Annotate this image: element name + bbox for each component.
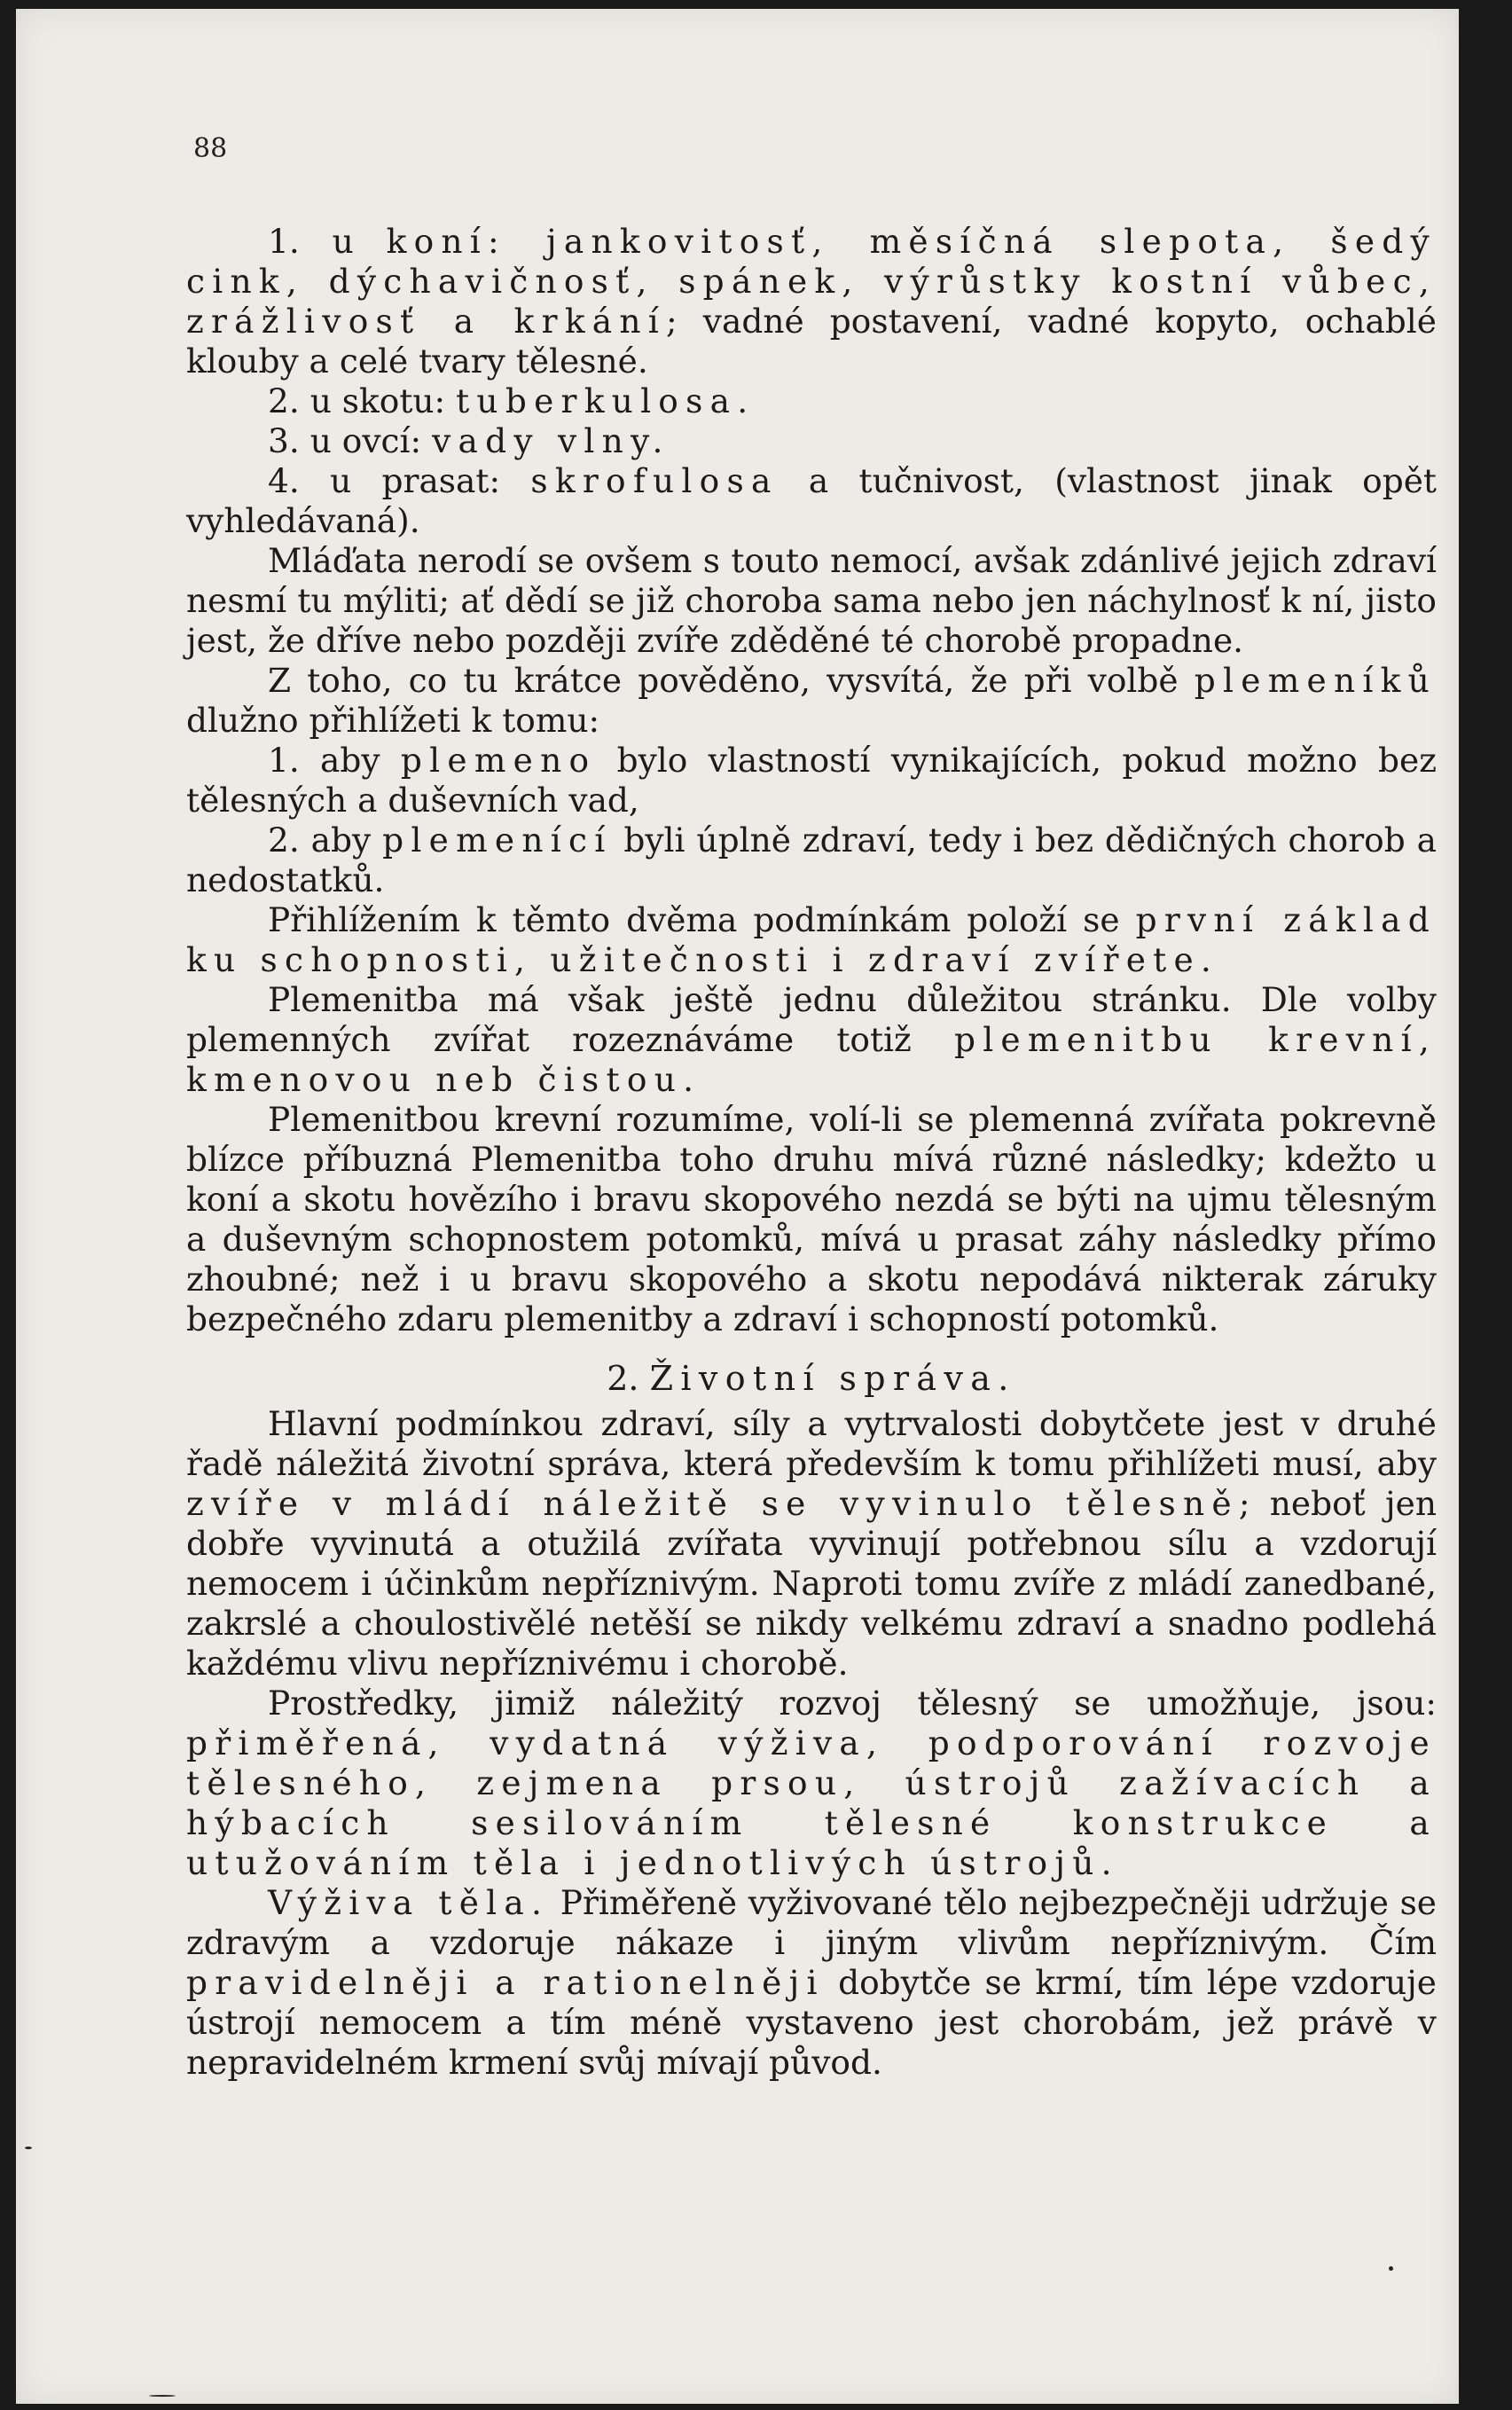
text-run: 4. u prasat: (268, 461, 531, 500)
text-run: 2. (607, 1359, 650, 1398)
spaced-text: Výživa těla. (268, 1883, 550, 1922)
paragraph (186, 980, 1437, 1100)
text-run: Přiměřeně vyživované tělo nejbezpečněji udržuje se zdravým a vzdoruje nákaze i jiným vlivům nepříznivým. Čím (186, 1883, 1438, 1962)
book-page (16, 9, 1459, 2404)
text-run: Z toho, co tu krátce pověděno, vysvítá, že při volbě (268, 661, 1195, 700)
spaced-text: plemenící (382, 820, 613, 860)
paragraph (186, 661, 1437, 741)
spaced-text: plemenitbu krevní, kmenovou neb čistou. (186, 1020, 1437, 1099)
paragraph (186, 461, 1437, 541)
spaced-text: koní: jankovitosť, měsíčná slepota, šedý cink, dýchavičnosť, spánek, výrůstky kostní vůbec, zrážlivosť a krkání (186, 222, 1437, 341)
text-run: 1. aby (268, 741, 401, 780)
spaced-text: zvíře v mládí náležitě se vyvinulo tělesně (186, 1484, 1239, 1523)
text-run: bylo vlastností vynikajících, pokud možno bez tělesných a duševních vad, (186, 741, 1437, 820)
text-run: Plemenitba má však ještě jednu důležitou stránku. Dle volby plemenných zvířat rozeznáváme totiž (186, 980, 1437, 1059)
text-run: dlužno přihlížeti k tomu: (186, 701, 600, 740)
text-run: dobytče se krmí, tím lépe vzdoruje ústrojí nemocem a tím méně vystaveno jest chorobám, jež právě v nepravidelném krmení svůj mívají původ. (186, 1963, 1438, 2082)
text-run: Plemenitbou krevní rozumíme, volí-li se plemenná zvířata pokrevně blízce příbuzná Plemenitba toho druhu mívá různé následky; kdežto u koní a skotu hovězího i bravu skopového nezdá se býti na ujmu tělesným a duševným schopnostem potomků, mívá u prasat záhy následky přímo zhoubné; než i u bravu skopového a skotu nepodává nikterak záruky bezpečného zdaru plemenitby a zdraví i schopností potomků. (186, 1100, 1437, 1338)
text-run: 2. u skotu: (268, 381, 457, 420)
paragraph (186, 741, 1437, 820)
text-run: ; vadné postavení, vadné kopyto, ochablé klouby a celé tvary tělesné. (186, 302, 1437, 381)
text-run: 1. u (268, 222, 387, 261)
spaced-text: přiměřená, vydatná výživa, podporování rozvoje tělesného, zejmena prsou, ústrojů zažívacích a hýbacích sesilováním tělesné konstrukce a utužováním těla i jednotlivých ústrojů. (186, 1723, 1437, 1882)
text-run: Mláďata nerodí se ovšem s touto nemocí, avšak zdánlivé jejich zdraví nesmí tu mýliti; ať dědí se již choroba sama nebo jen náchylnosť k ní, jisto jest, že dříve nebo později zvíře zděděné té chorobě propadne. (186, 541, 1437, 660)
text-run: 3. u ovcí: (268, 421, 433, 460)
spaced-text: Životní správa. (649, 1359, 1016, 1398)
print-speck (149, 2395, 176, 2397)
text-run: byli úplně zdraví, tedy i bez dědičných chorob a nedostatků. (186, 820, 1437, 899)
paragraph (186, 1404, 1437, 1684)
paragraph (186, 222, 1437, 381)
spaced-text: vady vlny. (432, 421, 670, 460)
paragraph (186, 381, 1437, 421)
spaced-text: první základ ku schopnosti, užitečnosti i zdraví zvířete. (186, 900, 1437, 979)
text-run: Přihlížením k těmto dvěma podmínkám položí se (268, 900, 1136, 939)
paragraph (186, 1100, 1437, 1339)
section-heading (186, 1359, 1437, 1399)
text-run: 2. aby (268, 820, 383, 860)
paragraph (186, 421, 1437, 461)
spaced-text: pravidelněji a rationelněji (186, 1963, 825, 2002)
text-run: ; neboť jen dobře vyvinutá a otužilá zvířata vyvinují potřebnou sílu a vzdorují nemocem i účinkům nepříznivým. Naproti tomu zvíře z mládí zanedbané, zakrslé a choulostivělé netěší se nikdy velkému zdraví a snadno podlehá každému vlivu nepříznivému i chorobě. (186, 1484, 1437, 1683)
text-run: Hlavní podmínkou zdraví, síly a vytrvalosti dobytčete jest v druhé řadě náležitá životní správa, která především k tomu přihlížeti musí, aby (186, 1404, 1437, 1483)
spaced-text: plemeno (400, 741, 597, 780)
spaced-text: plemeníků (1194, 661, 1437, 700)
print-speck (1389, 2266, 1393, 2271)
paragraph (186, 1883, 1437, 2083)
spaced-text: skrofulosa (530, 461, 779, 500)
text-run: a tučnivost, (vlastnost jinak opět vyhledávaná). (186, 461, 1437, 540)
paragraph (186, 820, 1437, 900)
page-text (186, 222, 1437, 2083)
paragraph (186, 900, 1437, 980)
text-run: Prostředky, jimiž náležitý rozvoj tělesný se umožňuje, jsou: (268, 1684, 1437, 1723)
print-speck (25, 2147, 32, 2149)
paragraph (186, 541, 1437, 661)
paragraph (186, 1684, 1437, 1883)
spaced-text: tuberkulosa. (456, 381, 756, 420)
page-number: 88 (193, 133, 228, 164)
